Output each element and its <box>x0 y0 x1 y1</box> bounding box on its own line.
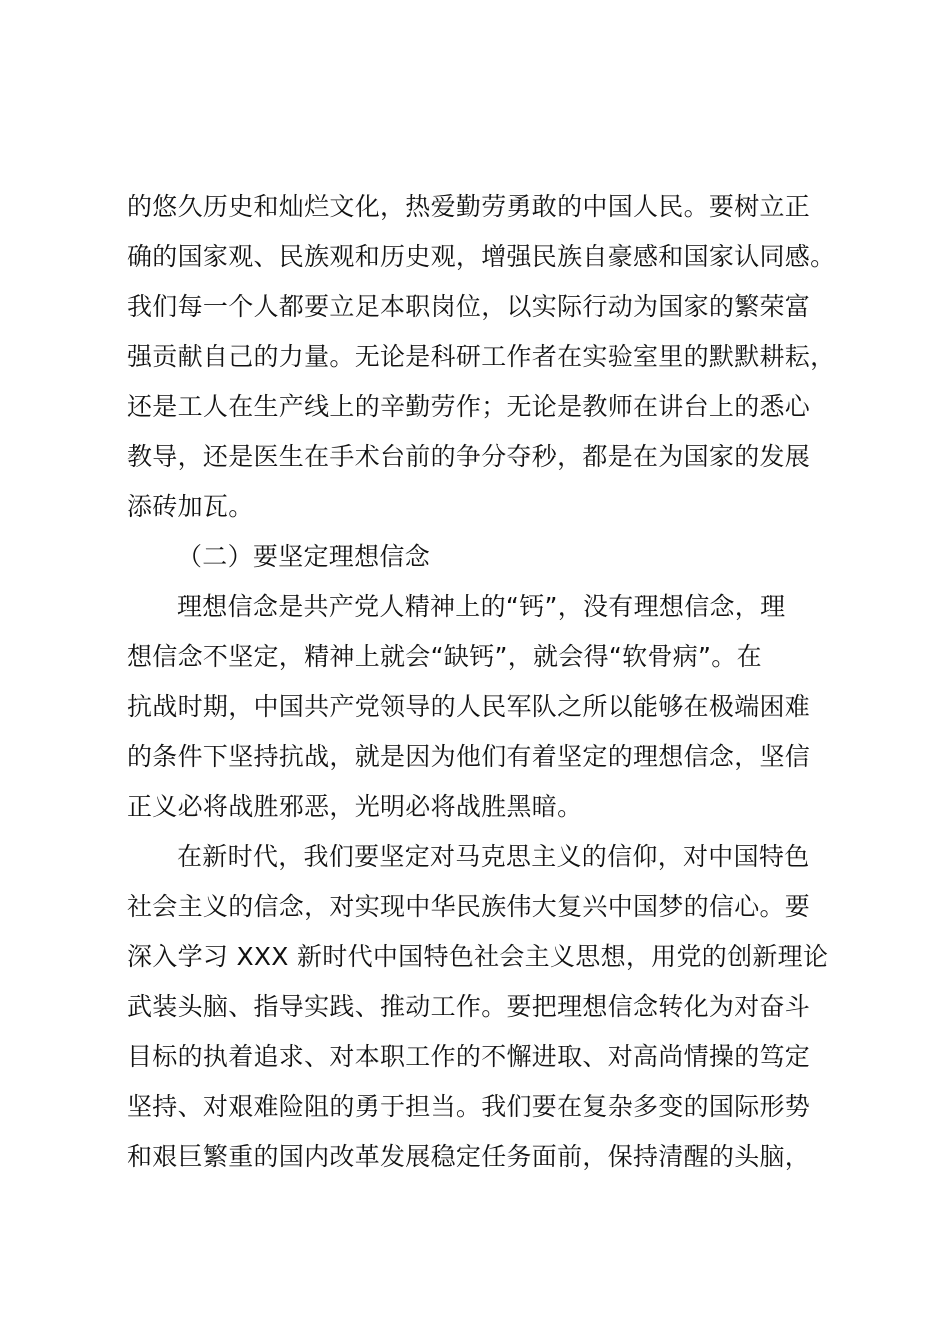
text-line: 在新时代，我们要坚定对马克思主义的信仰，对中国特色 <box>177 842 810 871</box>
text-line: 添砖加瓦。 <box>127 492 254 521</box>
text-line: 深入学习 XXX 新时代中国特色社会主义思想，用党的创新理论 <box>127 942 829 971</box>
text-line: 和艰巨繁重的国内改革发展稳定任务面前，保持清醒的头脑， <box>127 1142 811 1171</box>
text-line: 强贡献自己的力量。无论是科研工作者在实验室里的默默耕耘， <box>127 342 836 371</box>
document-body <box>127 182 847 1182</box>
text-line: 抗战时期，中国共产党领导的人民军队之所以能够在极端困难 <box>127 692 811 721</box>
text-line: 教导，还是医生在手术台前的争分夺秒，都是在为国家的发展 <box>127 442 811 471</box>
text-line: 还是工人在生产线上的辛勤劳作；无论是教师在讲台上的悉心 <box>127 392 811 421</box>
text-line: 坚持、对艰难险阻的勇于担当。我们要在复杂多变的国际形势 <box>127 1092 811 1121</box>
text-line: 武装头脑、指导实践、推动工作。要把理想信念转化为对奋斗 <box>127 992 811 1021</box>
text-line: 的条件下坚持抗战，就是因为他们有着坚定的理想信念，坚信 <box>127 742 811 771</box>
text-line: 目标的执着追求、对本职工作的不懈进取、对高尚情操的笃定 <box>127 1042 811 1071</box>
text-line: 的悠久历史和灿烂文化，热爱勤劳勇敢的中国人民。要树立正 <box>127 192 811 221</box>
text-line: 确的国家观、民族观和历史观，增强民族自豪感和国家认同感。 <box>127 242 836 271</box>
text-line: 理想信念是共产党人精神上的“钙”，没有理想信念，理 <box>177 592 786 621</box>
section-heading: （二）要坚定理想信念 <box>177 542 431 571</box>
text-line: 想信念不坚定，精神上就会“缺钙”，就会得“软骨病”。在 <box>127 642 762 671</box>
text-line: 我们每一个人都要立足本职岗位，以实际行动为国家的繁荣富 <box>127 292 811 321</box>
text-line: 社会主义的信念，对实现中华民族伟大复兴中国梦的信心。要 <box>127 892 811 921</box>
text-line: 正义必将战胜邪恶，光明必将战胜黑暗。 <box>127 792 583 821</box>
